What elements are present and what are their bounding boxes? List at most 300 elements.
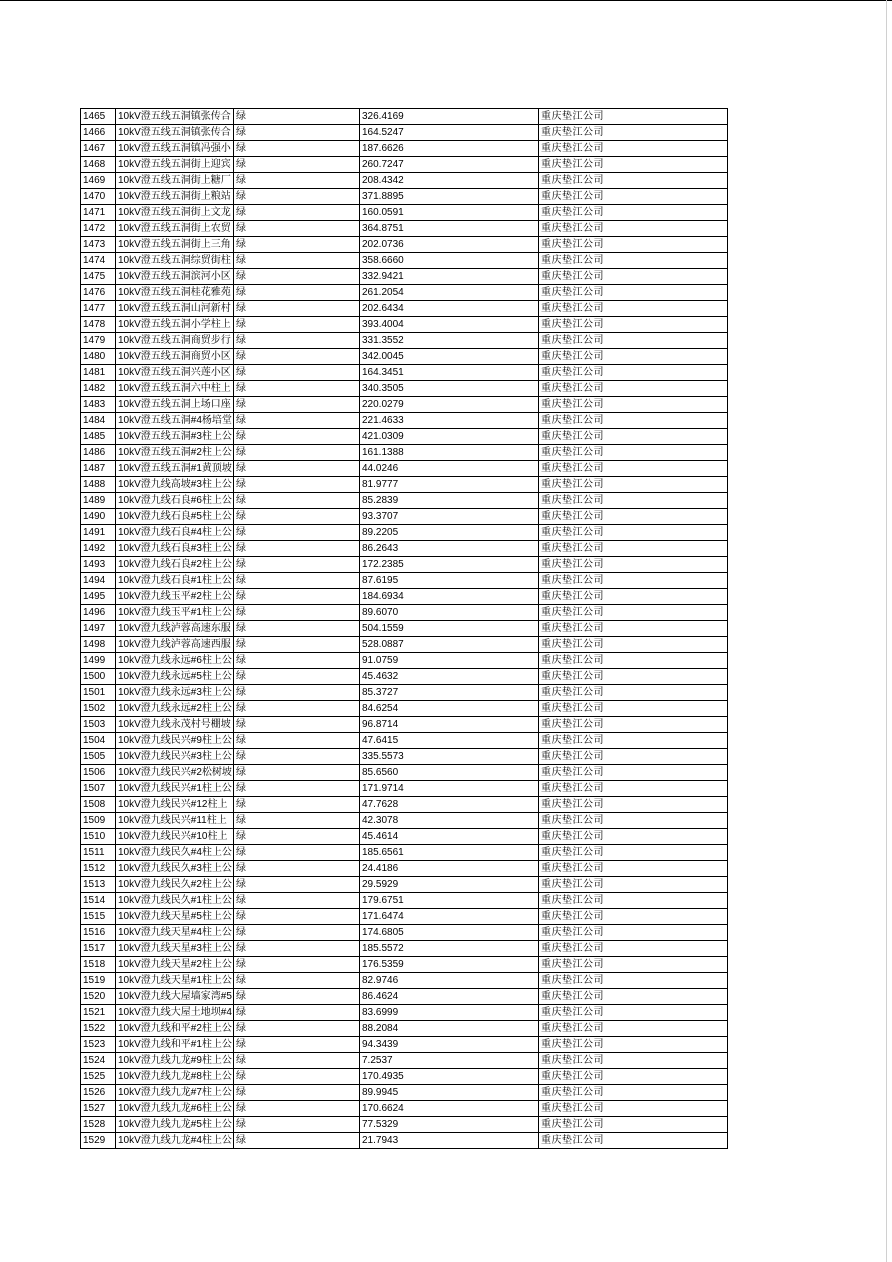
value-cell: 86.2643 <box>360 541 539 557</box>
line-name-cell: 10kV澄九线石良#4柱上公 <box>116 525 234 541</box>
value-cell: 171.9714 <box>360 781 539 797</box>
line-name-cell: 10kV澄九线民久#1柱上公 <box>116 893 234 909</box>
value-cell: 89.2205 <box>360 525 539 541</box>
value-cell: 81.9777 <box>360 477 539 493</box>
row-number-cell: 1471 <box>81 205 116 221</box>
line-name-cell: 10kV澄九线天星#2柱上公 <box>116 957 234 973</box>
line-name-cell: 10kV澄九线九龙#4柱上公 <box>116 1133 234 1149</box>
line-name-cell: 10kV澄九线泸蓉高速东服 <box>116 621 234 637</box>
line-name-cell: 10kV澄九线民久#2柱上公 <box>116 877 234 893</box>
color-cell: 绿 <box>234 1101 360 1117</box>
color-cell: 绿 <box>234 157 360 173</box>
value-cell: 93.3707 <box>360 509 539 525</box>
color-cell: 绿 <box>234 925 360 941</box>
color-cell: 绿 <box>234 909 360 925</box>
value-cell: 174.6805 <box>360 925 539 941</box>
row-number-cell: 1474 <box>81 253 116 269</box>
row-number-cell: 1465 <box>81 109 116 125</box>
value-cell: 45.4614 <box>360 829 539 845</box>
value-cell: 89.9945 <box>360 1085 539 1101</box>
value-cell: 29.5929 <box>360 877 539 893</box>
row-number-cell: 1470 <box>81 189 116 205</box>
table-row <box>81 621 728 637</box>
company-cell: 重庆垫江公司 <box>539 1069 728 1085</box>
row-number-cell: 1505 <box>81 749 116 765</box>
value-cell: 202.6434 <box>360 301 539 317</box>
value-cell: 326.4169 <box>360 109 539 125</box>
line-name-cell: 10kV澄九线永远#3柱上公 <box>116 685 234 701</box>
row-number-cell: 1498 <box>81 637 116 653</box>
value-cell: 504.1559 <box>360 621 539 637</box>
row-number-cell: 1473 <box>81 237 116 253</box>
table-row <box>81 349 728 365</box>
company-cell: 重庆垫江公司 <box>539 381 728 397</box>
line-name-cell: 10kV澄九线民久#3柱上公 <box>116 861 234 877</box>
value-cell: 331.3552 <box>360 333 539 349</box>
value-cell: 208.4342 <box>360 173 539 189</box>
table-row <box>81 573 728 589</box>
color-cell: 绿 <box>234 381 360 397</box>
color-cell: 绿 <box>234 333 360 349</box>
color-cell: 绿 <box>234 253 360 269</box>
value-cell: 261.2054 <box>360 285 539 301</box>
line-name-cell: 10kV澄九线九龙#7柱上公 <box>116 1085 234 1101</box>
company-cell: 重庆垫江公司 <box>539 525 728 541</box>
row-number-cell: 1482 <box>81 381 116 397</box>
table-row <box>81 1101 728 1117</box>
row-number-cell: 1500 <box>81 669 116 685</box>
value-cell: 85.6560 <box>360 765 539 781</box>
row-number-cell: 1508 <box>81 797 116 813</box>
line-name-cell: 10kV澄九线民兴#11柱上 <box>116 813 234 829</box>
color-cell: 绿 <box>234 285 360 301</box>
table-row <box>81 285 728 301</box>
value-cell: 94.3439 <box>360 1037 539 1053</box>
value-cell: 185.5572 <box>360 941 539 957</box>
row-number-cell: 1521 <box>81 1005 116 1021</box>
color-cell: 绿 <box>234 221 360 237</box>
value-cell: 332.9421 <box>360 269 539 285</box>
company-cell: 重庆垫江公司 <box>539 141 728 157</box>
color-cell: 绿 <box>234 173 360 189</box>
color-cell: 绿 <box>234 653 360 669</box>
value-cell: 89.6070 <box>360 605 539 621</box>
line-name-cell: 10kV澄五线五洞#2柱上公 <box>116 445 234 461</box>
table-row <box>81 1085 728 1101</box>
row-number-cell: 1478 <box>81 317 116 333</box>
color-cell: 绿 <box>234 397 360 413</box>
row-number-cell: 1529 <box>81 1133 116 1149</box>
line-name-cell: 10kV澄九线和平#2柱上公 <box>116 1021 234 1037</box>
company-cell: 重庆垫江公司 <box>539 861 728 877</box>
table-row <box>81 205 728 221</box>
row-number-cell: 1480 <box>81 349 116 365</box>
color-cell: 绿 <box>234 1085 360 1101</box>
value-cell: 85.3727 <box>360 685 539 701</box>
value-cell: 77.5329 <box>360 1117 539 1133</box>
row-number-cell: 1518 <box>81 957 116 973</box>
line-name-cell: 10kV澄九线民兴#1柱上公 <box>116 781 234 797</box>
row-number-cell: 1490 <box>81 509 116 525</box>
color-cell: 绿 <box>234 189 360 205</box>
table-row <box>81 1117 728 1133</box>
line-name-cell: 10kV澄九线泸蓉高速西服 <box>116 637 234 653</box>
row-number-cell: 1506 <box>81 765 116 781</box>
row-number-cell: 1523 <box>81 1037 116 1053</box>
company-cell: 重庆垫江公司 <box>539 701 728 717</box>
line-name-cell: 10kV澄五线五洞街上糖厂 <box>116 173 234 189</box>
row-number-cell: 1483 <box>81 397 116 413</box>
line-name-cell: 10kV澄九线民兴#12柱上 <box>116 797 234 813</box>
company-cell: 重庆垫江公司 <box>539 845 728 861</box>
line-name-cell: 10kV澄五线五洞#1黄顶坡 <box>116 461 234 477</box>
table-row <box>81 781 728 797</box>
value-cell: 340.3505 <box>360 381 539 397</box>
color-cell: 绿 <box>234 205 360 221</box>
table-row <box>81 317 728 333</box>
table-row <box>81 541 728 557</box>
row-number-cell: 1525 <box>81 1069 116 1085</box>
line-name-cell: 10kV澄五线五洞综贸街柱 <box>116 253 234 269</box>
table-row <box>81 189 728 205</box>
line-name-cell: 10kV澄九线永远#6柱上公 <box>116 653 234 669</box>
table-row <box>81 269 728 285</box>
line-name-cell: 10kV澄九线民兴#3柱上公 <box>116 749 234 765</box>
table-row <box>81 381 728 397</box>
line-name-cell: 10kV澄九线天星#5柱上公 <box>116 909 234 925</box>
row-number-cell: 1510 <box>81 829 116 845</box>
value-cell: 47.6415 <box>360 733 539 749</box>
company-cell: 重庆垫江公司 <box>539 605 728 621</box>
color-cell: 绿 <box>234 669 360 685</box>
company-cell: 重庆垫江公司 <box>539 877 728 893</box>
row-number-cell: 1497 <box>81 621 116 637</box>
row-number-cell: 1475 <box>81 269 116 285</box>
color-cell: 绿 <box>234 525 360 541</box>
company-cell: 重庆垫江公司 <box>539 173 728 189</box>
color-cell: 绿 <box>234 797 360 813</box>
row-number-cell: 1528 <box>81 1117 116 1133</box>
color-cell: 绿 <box>234 941 360 957</box>
table-row <box>81 477 728 493</box>
table-body <box>81 109 728 1149</box>
value-cell: 82.9746 <box>360 973 539 989</box>
company-cell: 重庆垫江公司 <box>539 397 728 413</box>
line-name-cell: 10kV澄九线永茂村号棚坡 <box>116 717 234 733</box>
table-row <box>81 301 728 317</box>
company-cell: 重庆垫江公司 <box>539 429 728 445</box>
value-cell: 96.8714 <box>360 717 539 733</box>
table-row <box>81 813 728 829</box>
color-cell: 绿 <box>234 973 360 989</box>
line-name-cell: 10kV澄九线民兴#10柱上 <box>116 829 234 845</box>
color-cell: 绿 <box>234 573 360 589</box>
color-cell: 绿 <box>234 1053 360 1069</box>
value-cell: 176.5359 <box>360 957 539 973</box>
value-cell: 24.4186 <box>360 861 539 877</box>
row-number-cell: 1511 <box>81 845 116 861</box>
table-row <box>81 493 728 509</box>
row-number-cell: 1488 <box>81 477 116 493</box>
company-cell: 重庆垫江公司 <box>539 493 728 509</box>
company-cell: 重庆垫江公司 <box>539 557 728 573</box>
company-cell: 重庆垫江公司 <box>539 509 728 525</box>
line-name-cell: 10kV澄九线九龙#9柱上公 <box>116 1053 234 1069</box>
line-name-cell: 10kV澄五线五洞#4杨培堂 <box>116 413 234 429</box>
row-number-cell: 1485 <box>81 429 116 445</box>
value-cell: 371.8895 <box>360 189 539 205</box>
value-cell: 44.0246 <box>360 461 539 477</box>
color-cell: 绿 <box>234 685 360 701</box>
table-row <box>81 157 728 173</box>
row-number-cell: 1489 <box>81 493 116 509</box>
value-cell: 172.2385 <box>360 557 539 573</box>
row-number-cell: 1501 <box>81 685 116 701</box>
color-cell: 绿 <box>234 1069 360 1085</box>
company-cell: 重庆垫江公司 <box>539 957 728 973</box>
value-cell: 185.6561 <box>360 845 539 861</box>
table-row <box>81 877 728 893</box>
line-name-cell: 10kV澄九线九龙#6柱上公 <box>116 1101 234 1117</box>
company-cell: 重庆垫江公司 <box>539 541 728 557</box>
line-name-cell: 10kV澄五线五洞街上迎宾 <box>116 157 234 173</box>
row-number-cell: 1526 <box>81 1085 116 1101</box>
table-row <box>81 829 728 845</box>
line-name-cell: 10kV澄九线石良#6柱上公 <box>116 493 234 509</box>
row-number-cell: 1469 <box>81 173 116 189</box>
page-right-edge <box>886 0 887 1262</box>
row-number-cell: 1499 <box>81 653 116 669</box>
color-cell: 绿 <box>234 589 360 605</box>
company-cell: 重庆垫江公司 <box>539 941 728 957</box>
row-number-cell: 1486 <box>81 445 116 461</box>
row-number-cell: 1513 <box>81 877 116 893</box>
row-number-cell: 1509 <box>81 813 116 829</box>
line-name-cell: 10kV澄九线玉平#1柱上公 <box>116 605 234 621</box>
row-number-cell: 1524 <box>81 1053 116 1069</box>
company-cell: 重庆垫江公司 <box>539 285 728 301</box>
value-cell: 87.6195 <box>360 573 539 589</box>
company-cell: 重庆垫江公司 <box>539 477 728 493</box>
row-number-cell: 1520 <box>81 989 116 1005</box>
line-name-cell: 10kV澄五线五洞小学柱上 <box>116 317 234 333</box>
row-number-cell: 1515 <box>81 909 116 925</box>
line-name-cell: 10kV澄五线五洞商贸小区 <box>116 349 234 365</box>
company-cell: 重庆垫江公司 <box>539 301 728 317</box>
company-cell: 重庆垫江公司 <box>539 125 728 141</box>
line-name-cell: 10kV澄九线民兴#2松树坡 <box>116 765 234 781</box>
table-row <box>81 141 728 157</box>
value-cell: 358.6660 <box>360 253 539 269</box>
company-cell: 重庆垫江公司 <box>539 765 728 781</box>
color-cell: 绿 <box>234 845 360 861</box>
company-cell: 重庆垫江公司 <box>539 237 728 253</box>
value-cell: 187.6626 <box>360 141 539 157</box>
table-row <box>81 701 728 717</box>
line-name-cell: 10kV澄五线五洞镇张传合 <box>116 125 234 141</box>
company-cell: 重庆垫江公司 <box>539 749 728 765</box>
company-cell: 重庆垫江公司 <box>539 317 728 333</box>
value-cell: 86.4624 <box>360 989 539 1005</box>
table-row <box>81 525 728 541</box>
company-cell: 重庆垫江公司 <box>539 349 728 365</box>
company-cell: 重庆垫江公司 <box>539 189 728 205</box>
row-number-cell: 1468 <box>81 157 116 173</box>
color-cell: 绿 <box>234 621 360 637</box>
company-cell: 重庆垫江公司 <box>539 1101 728 1117</box>
table-row <box>81 445 728 461</box>
row-number-cell: 1481 <box>81 365 116 381</box>
company-cell: 重庆垫江公司 <box>539 253 728 269</box>
value-cell: 528.0887 <box>360 637 539 653</box>
row-number-cell: 1467 <box>81 141 116 157</box>
value-cell: 184.6934 <box>360 589 539 605</box>
table-row <box>81 797 728 813</box>
value-cell: 179.6751 <box>360 893 539 909</box>
line-name-cell: 10kV澄五线五洞六中柱上 <box>116 381 234 397</box>
table-row <box>81 413 728 429</box>
color-cell: 绿 <box>234 717 360 733</box>
company-cell: 重庆垫江公司 <box>539 989 728 1005</box>
table-row <box>81 1069 728 1085</box>
row-number-cell: 1494 <box>81 573 116 589</box>
color-cell: 绿 <box>234 349 360 365</box>
company-cell: 重庆垫江公司 <box>539 717 728 733</box>
value-cell: 160.0591 <box>360 205 539 221</box>
row-number-cell: 1472 <box>81 221 116 237</box>
color-cell: 绿 <box>234 365 360 381</box>
color-cell: 绿 <box>234 701 360 717</box>
company-cell: 重庆垫江公司 <box>539 893 728 909</box>
line-name-cell: 10kV澄五线五洞街上三角 <box>116 237 234 253</box>
value-cell: 393.4004 <box>360 317 539 333</box>
row-number-cell: 1516 <box>81 925 116 941</box>
table-row <box>81 685 728 701</box>
row-number-cell: 1517 <box>81 941 116 957</box>
value-cell: 421.0309 <box>360 429 539 445</box>
line-name-cell: 10kV澄五线五洞桂花雅苑 <box>116 285 234 301</box>
table-row <box>81 749 728 765</box>
row-number-cell: 1477 <box>81 301 116 317</box>
line-name-cell: 10kV澄五线五洞#3柱上公 <box>116 429 234 445</box>
color-cell: 绿 <box>234 989 360 1005</box>
value-cell: 364.8751 <box>360 221 539 237</box>
line-name-cell: 10kV澄九线石良#1柱上公 <box>116 573 234 589</box>
company-cell: 重庆垫江公司 <box>539 1037 728 1053</box>
line-name-cell: 10kV澄九线天星#4柱上公 <box>116 925 234 941</box>
company-cell: 重庆垫江公司 <box>539 205 728 221</box>
line-name-cell: 10kV澄九线石良#5柱上公 <box>116 509 234 525</box>
color-cell: 绿 <box>234 637 360 653</box>
value-cell: 221.4633 <box>360 413 539 429</box>
line-name-cell: 10kV澄九线天星#1柱上公 <box>116 973 234 989</box>
color-cell: 绿 <box>234 781 360 797</box>
color-cell: 绿 <box>234 269 360 285</box>
table-row <box>81 1021 728 1037</box>
color-cell: 绿 <box>234 237 360 253</box>
table-row <box>81 909 728 925</box>
table-row <box>81 941 728 957</box>
company-cell: 重庆垫江公司 <box>539 781 728 797</box>
row-number-cell: 1487 <box>81 461 116 477</box>
table-row <box>81 669 728 685</box>
company-cell: 重庆垫江公司 <box>539 1085 728 1101</box>
value-cell: 170.6624 <box>360 1101 539 1117</box>
value-cell: 88.2084 <box>360 1021 539 1037</box>
value-cell: 84.6254 <box>360 701 539 717</box>
row-number-cell: 1484 <box>81 413 116 429</box>
value-cell: 85.2839 <box>360 493 539 509</box>
table-row <box>81 1005 728 1021</box>
company-cell: 重庆垫江公司 <box>539 797 728 813</box>
row-number-cell: 1512 <box>81 861 116 877</box>
color-cell: 绿 <box>234 429 360 445</box>
table-row <box>81 845 728 861</box>
color-cell: 绿 <box>234 1133 360 1149</box>
color-cell: 绿 <box>234 765 360 781</box>
company-cell: 重庆垫江公司 <box>539 221 728 237</box>
line-name-cell: 10kV澄五线五洞镇张传合 <box>116 109 234 125</box>
table-row <box>81 253 728 269</box>
value-cell: 91.0759 <box>360 653 539 669</box>
row-number-cell: 1495 <box>81 589 116 605</box>
row-number-cell: 1522 <box>81 1021 116 1037</box>
table-row <box>81 925 728 941</box>
company-cell: 重庆垫江公司 <box>539 269 728 285</box>
line-name-cell: 10kV澄五线五洞街上农贸 <box>116 221 234 237</box>
table-row <box>81 461 728 477</box>
table-row <box>81 589 728 605</box>
line-name-cell: 10kV澄九线大屋土地坝#4 <box>116 1005 234 1021</box>
company-cell: 重庆垫江公司 <box>539 925 728 941</box>
table-row <box>81 237 728 253</box>
data-table <box>80 108 728 1149</box>
line-name-cell: 10kV澄九线九龙#5柱上公 <box>116 1117 234 1133</box>
table-row <box>81 557 728 573</box>
value-cell: 42.3078 <box>360 813 539 829</box>
company-cell: 重庆垫江公司 <box>539 461 728 477</box>
line-name-cell: 10kV澄九线永远#2柱上公 <box>116 701 234 717</box>
value-cell: 164.5247 <box>360 125 539 141</box>
company-cell: 重庆垫江公司 <box>539 589 728 605</box>
value-cell: 170.4935 <box>360 1069 539 1085</box>
line-name-cell: 10kV澄九线玉平#2柱上公 <box>116 589 234 605</box>
company-cell: 重庆垫江公司 <box>539 1133 728 1149</box>
color-cell: 绿 <box>234 861 360 877</box>
color-cell: 绿 <box>234 1117 360 1133</box>
value-cell: 335.5573 <box>360 749 539 765</box>
table-row <box>81 397 728 413</box>
color-cell: 绿 <box>234 125 360 141</box>
line-name-cell: 10kV澄五线五洞上场口座 <box>116 397 234 413</box>
company-cell: 重庆垫江公司 <box>539 669 728 685</box>
company-cell: 重庆垫江公司 <box>539 1005 728 1021</box>
line-name-cell: 10kV澄五线五洞山河新村 <box>116 301 234 317</box>
company-cell: 重庆垫江公司 <box>539 813 728 829</box>
color-cell: 绿 <box>234 893 360 909</box>
company-cell: 重庆垫江公司 <box>539 573 728 589</box>
value-cell: 161.1388 <box>360 445 539 461</box>
company-cell: 重庆垫江公司 <box>539 733 728 749</box>
row-number-cell: 1519 <box>81 973 116 989</box>
line-name-cell: 10kV澄九线和平#1柱上公 <box>116 1037 234 1053</box>
line-name-cell: 10kV澄五线五洞商贸步行 <box>116 333 234 349</box>
table-row <box>81 109 728 125</box>
row-number-cell: 1476 <box>81 285 116 301</box>
color-cell: 绿 <box>234 877 360 893</box>
line-name-cell: 10kV澄九线高坡#3柱上公 <box>116 477 234 493</box>
table-row <box>81 989 728 1005</box>
